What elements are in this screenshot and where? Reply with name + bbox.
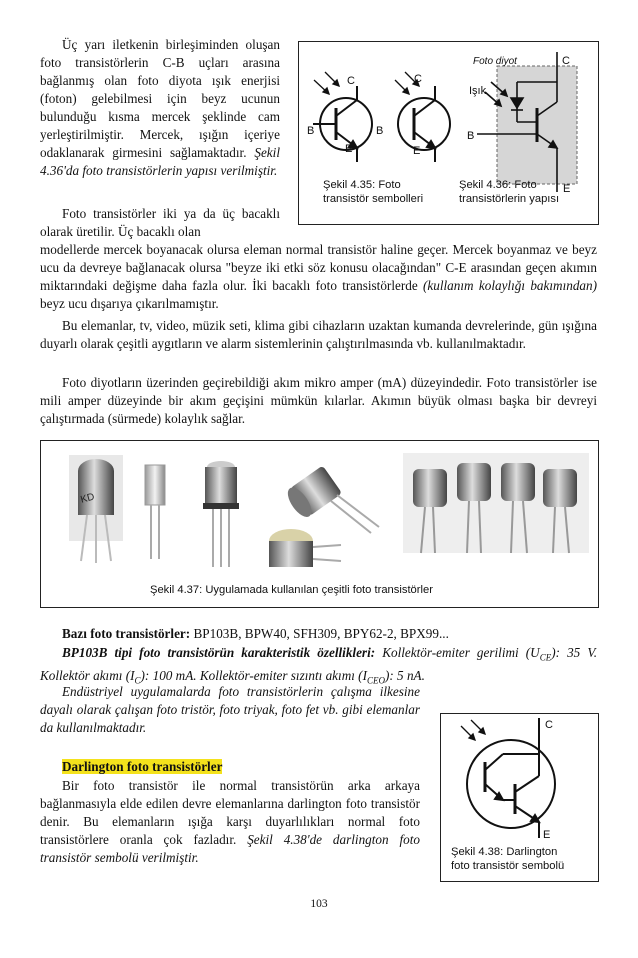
label-c: C: [414, 73, 422, 85]
light-arrows-icon: [461, 720, 485, 740]
figure-box-4-38: [440, 713, 599, 882]
figure-box-4-37: [40, 440, 599, 608]
intro-paragraph-2-start: Foto transistörler iki ya da üç bacaklı olarak üretilir. Üç bacaklı olan: [40, 206, 280, 239]
label-b: B: [307, 125, 315, 137]
intro-paragraph-3: Bu elemanlar, tv, video, müzik seti, klima gibi cihazların uzaktan kumanda devrelerinde, gün ışığına duyarlı olarak çeşitli aygıtların ve alarm sistemlerinin çalıştırılmasında vb. kullanılmaktadır.: [40, 318, 597, 351]
photo-transistor-group: [403, 453, 589, 553]
caption-fig-4-36: Şekil 4.36: Foto transistörlerin yapısı: [459, 179, 560, 205]
endustriyel-paragraph: Endüstriyel uygulamalarda foto transistörlerin çalışma ilkesine dayalı olarak çalışan foto tristör, foto triyak, foto fet vb. gibi elemanlar da kullanılmaktadır.: [40, 684, 420, 735]
label-e: E: [413, 145, 421, 157]
light-arrows-icon: [314, 72, 419, 94]
page-number: 103: [310, 898, 328, 910]
photo-transistor-4: [283, 465, 379, 533]
caption-fig-4-38: Şekil 4.38: Darlington foto transistör sembolü: [451, 846, 565, 872]
photo-transistor-3: [203, 461, 239, 567]
darlington-phototransistor-symbol: [467, 718, 555, 838]
darlington-heading: Darlington foto transistörler: [62, 759, 223, 774]
label-b: B: [467, 130, 475, 142]
label-e: E: [543, 829, 551, 841]
intro-paragraph-4: Foto diyotların üzerinden geçirebildiği akım mikro amper (mA) düzeyindedir. Foto transistörler ise mili amper düzeyinde bir akım geçişini mümkün kılarlar. Akımın büyük olması başka bir devreyi çalıştırmada (sürmede) kolaylık sağlar.: [40, 375, 597, 426]
caption-fig-4-37: Şekil 4.37: Uygulamada kullanılan çeşitli foto transistörler: [150, 584, 433, 596]
label-foto-diyot: Foto diyot: [473, 56, 517, 67]
svg-text:KD: KD: [79, 491, 96, 506]
intro-paragraph-1: Üç yarı iletkenin birleşiminden oluşan foto transistörlerin C-B uçları arasına bağlanmış olan foto diyota ışık enerjisi (foton) gelebilmesi için beyz ucunun bulunduğu kısma mercek şeklinde cam yerleştirilmiştir. Mercek, ışığın içeriye odaklanarak girmesini sağlamaktadır. Şekil 4.36'da foto transistörlerin yapısı verilmiştir.: [40, 37, 280, 178]
phototransistor-symbol-2-leg: [398, 86, 450, 162]
phototransistor-symbol-3-leg: [313, 86, 372, 162]
caption-fig-4-35: Şekil 4.35: Foto transistör sembolleri: [323, 179, 424, 205]
figure-reference-4-36: Şekil 4.36'da foto transistörlerin yapısı verilmiştir.: [40, 145, 280, 178]
photo-transistor-2: [145, 465, 165, 559]
label-c: C: [545, 719, 553, 731]
photo-transistor-1: [69, 455, 123, 563]
bazi-foto-transistorler: Bazı foto transistörler: BP103B, BPW40, SFH309, BPY62-2, BPX99...: [62, 626, 449, 641]
label-c: C: [562, 55, 570, 67]
bp103b-specs: BP103B tipi foto transistörün karakteristik özellikleri: Kollektör-emiter gerilimi $(U_{CE})$: 35 V. Kollektör akımı $(I_C)$: 100 mA. Kollektör-emiter sızıntı akımı $(I_{CEO})$: 5 nA.: [40, 645, 598, 686]
darlington-paragraph: Bir foto transistör ile normal transistörün arka arkaya bağlanmasıyla elde edilen devre elemanlarına darlington foto transistör denir. Bu elemanların ışığa karşı duyarlılıkları normal foto transistörlere oranla çok fazladır. Şekil 4.38'de darlington foto transistör sembolü verilmiştir.: [40, 778, 420, 865]
label-b: B: [376, 125, 384, 137]
label-c: C: [347, 75, 355, 87]
phototransistor-structure-diagram: [467, 52, 577, 195]
intro-paragraph-2: modellerde mercek boyanacak olursa eleman normal transistör haline geçer. Mercek boyanmaz ve beyz ucu da devreye bağlanacak olursa "beyze iki etki söz konusu olacağından" C-E arasından geçen akımın miktarındaki değişme daha fazla olur. İki bacaklı foto transistörlerde (kullanım kolaylığı bakımından) beyz ucu dışarıya çıkarılmamıştır.: [40, 242, 597, 311]
figure-box-4-35-4-36: [298, 41, 599, 225]
label-e: E: [345, 143, 353, 155]
label-isik: Işık: [469, 85, 487, 97]
label-e: E: [563, 183, 571, 195]
photo-transistor-5: [269, 529, 341, 567]
